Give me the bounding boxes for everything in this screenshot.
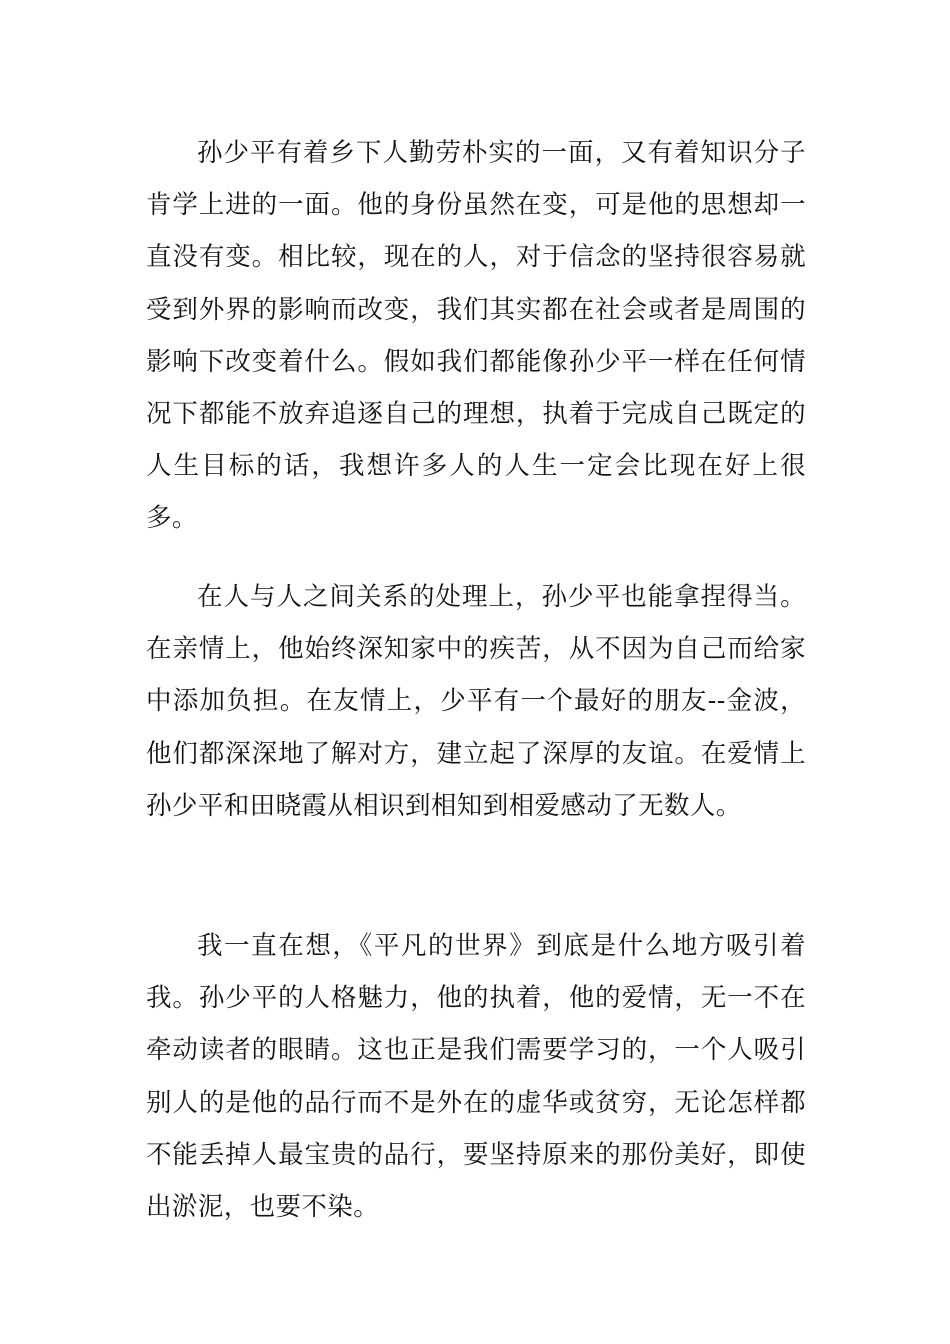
paragraph-2: 在人与人之间关系的处理上，孙少平也能拿捏得当。在亲情上，他始终深知家中的疾苦，从不因为自己而给家中添加负担。在友情上，少平有一个最好的朋友--金波，他们都深深地了解对方，建立起了深厚的友谊。在爱情上孙少平和田晓霞从相识到相知到相爱感动了无数人。 (146, 582, 806, 821)
paragraph-1: 孙少平有着乡下人勤劳朴实的一面，又有着知识分子肯学上进的一面。他的身份虽然在变，可是他的思想却一直没有变。相比较，现在的人，对于信念的坚持很容易就受到外界的影响而改变，我们其实都在社会或者是周围的影响下改变着什么。假如我们都能像孙少平一样在任何情况下都能不放弃追逐自己的理想，执着于完成自己既定的人生目标的话，我想许多人的人生一定会比现在好上很多。 (146, 138, 806, 534)
paragraph-3: 我一直在想，《平凡的世界》到底是什么地方吸引着我。孙少平的人格魅力，他的执着，他的爱情，无一不在牵动读者的眼睛。这也正是我们需要学习的，一个人吸引别人的是他的品行而不是外在的虚华或贫穷，无论怎样都不能丢掉人最宝贵的品行，要坚持原来的那份美好，即使出淤泥，也要不染。 (146, 931, 806, 1223)
